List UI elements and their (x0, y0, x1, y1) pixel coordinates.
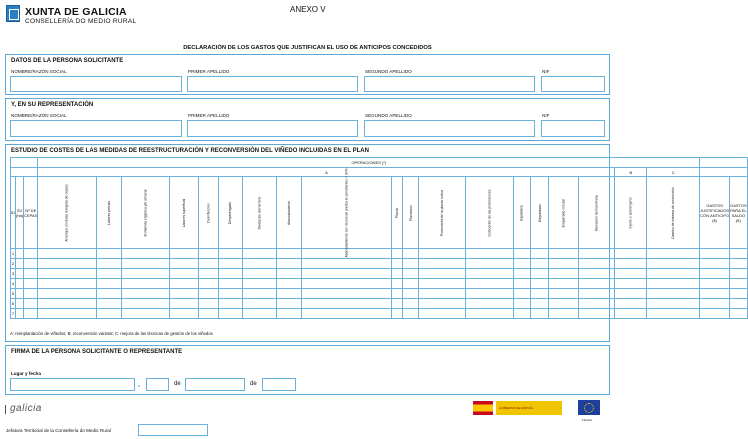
row-input-cell[interactable] (466, 289, 514, 299)
op-header-14 (514, 177, 530, 249)
costs-section (5, 144, 747, 342)
op-label: Cambio de sistema de conducción (671, 187, 676, 239)
op-header-12 (419, 177, 466, 249)
brand-department: CONSELLERÍA DO MEDIO RURAL (25, 18, 137, 25)
territorial-chief-field[interactable] (138, 424, 208, 436)
row-input-cell[interactable] (530, 309, 549, 319)
op-header-10 (391, 177, 402, 249)
row-input-cell[interactable] (402, 259, 419, 269)
territorial-chief-label: Jefatura Territorial de la Consellería do Medio Rural (6, 428, 111, 433)
row-input-cell[interactable] (242, 279, 276, 289)
row-input-cell[interactable] (514, 309, 530, 319)
row-input-cell[interactable] (647, 249, 700, 259)
row-input-cell[interactable] (121, 279, 169, 289)
row-input-cell[interactable] (530, 279, 549, 289)
row-input-cell[interactable] (16, 299, 24, 309)
row-input-cell[interactable] (647, 279, 700, 289)
row-input-cell[interactable] (391, 299, 402, 309)
row-input-cell[interactable] (730, 259, 748, 269)
row-input-cell[interactable] (530, 269, 549, 279)
row-id: 7 (11, 309, 16, 319)
group-a-header: A (38, 168, 615, 177)
row-input-cell[interactable] (38, 259, 96, 269)
row-input-cell[interactable] (96, 279, 121, 289)
op-label: Desinfección (206, 203, 211, 223)
row-input-cell[interactable] (24, 309, 38, 319)
row-input-cell[interactable] (700, 269, 730, 279)
applicant-surname1-field[interactable] (187, 76, 358, 92)
op-label: Enmienda orgánica y/o mineral (143, 189, 148, 237)
op-label: Empalizado (537, 204, 542, 222)
day-field[interactable] (146, 378, 169, 391)
row-input-cell[interactable] (301, 289, 391, 299)
op-header-4 (169, 177, 198, 249)
comma-separator: , (138, 381, 140, 388)
op-header-18 (615, 177, 647, 249)
row-input-cell[interactable] (242, 299, 276, 309)
costs-table (10, 157, 748, 319)
de-label-2: de (250, 381, 257, 387)
op-header-6 (219, 177, 242, 249)
row-input-cell[interactable] (514, 289, 530, 299)
applicant-nif-label: NIF (542, 69, 550, 74)
row-input-cell[interactable] (530, 299, 549, 309)
row-input-cell[interactable] (549, 289, 579, 299)
col-justified-header: GASTOS JUSTIFICADOS CON ANTICIPO (€) (700, 177, 730, 249)
row-input-cell[interactable] (219, 279, 242, 289)
row-input-cell[interactable] (615, 279, 647, 289)
header-blank (700, 168, 748, 177)
op-label: Planta (394, 208, 399, 218)
row-input-cell[interactable] (169, 279, 198, 289)
row-input-cell[interactable] (38, 299, 96, 309)
row-input-cell[interactable] (276, 259, 301, 269)
row-input-cell[interactable] (96, 309, 121, 319)
row-input-cell[interactable] (615, 289, 647, 299)
row-input-cell[interactable] (700, 299, 730, 309)
row-input-cell[interactable] (169, 299, 198, 309)
month-field[interactable] (185, 378, 245, 391)
applicant-surname1-label: PRIMER APELLIDO (188, 69, 230, 74)
row-input-cell[interactable] (730, 289, 748, 299)
row-input-cell[interactable] (419, 249, 466, 259)
signature-title: FIRMA DE LA PERSONA SOLICITANTE O REPRESENTANTE (11, 349, 183, 355)
row-input-cell[interactable] (419, 279, 466, 289)
costs-footnote: A: reimplantación de viñedos; B: reconversión varietal; C: mejora de las técnicas de gestión de los viñedos (10, 331, 213, 336)
row-input-cell[interactable] (466, 309, 514, 319)
row-input-cell[interactable] (301, 259, 391, 269)
row-input-cell[interactable] (466, 279, 514, 289)
row-input-cell[interactable] (24, 289, 38, 299)
op-label: Injerto o sobreinjerto (628, 197, 633, 229)
row-id: 5 (11, 289, 16, 299)
representative-nif-label: NIF (542, 113, 550, 118)
applicant-section (5, 54, 610, 95)
representative-nif-field[interactable] (541, 120, 605, 137)
row-input-cell[interactable] (199, 299, 219, 309)
row-input-cell[interactable] (16, 269, 24, 279)
applicant-name-label: NOMBRE/RAZÓN SOCIAL (11, 69, 67, 74)
row-input-cell[interactable] (24, 259, 38, 269)
row-input-cell[interactable] (301, 279, 391, 289)
row-input-cell[interactable] (169, 249, 198, 259)
row-input-cell[interactable] (514, 249, 530, 259)
row-input-cell[interactable] (199, 259, 219, 269)
row-input-cell[interactable] (530, 249, 549, 259)
row-input-cell[interactable] (615, 299, 647, 309)
op-label: Abancalamiento (286, 200, 291, 226)
row-input-cell[interactable] (219, 249, 242, 259)
row-input-cell[interactable] (402, 309, 419, 319)
document-title: DECLARACIÓN DE LOS GASTOS QUE JUSTIFICAN EL USO DE ANTICIPOS CONCEDIDOS (183, 45, 432, 51)
table-row (11, 309, 748, 319)
row-input-cell[interactable] (419, 299, 466, 309)
row-input-cell[interactable] (530, 259, 549, 269)
row-input-cell[interactable] (242, 289, 276, 299)
applicant-title: DATOS DE LA PERSONA SOLICITANTE (11, 58, 124, 64)
eu-flag-icon (578, 400, 600, 415)
row-input-cell[interactable] (16, 249, 24, 259)
op-label: Abancalamiento con muros de piedra en pendientes > 30% (344, 168, 349, 258)
row-input-cell[interactable] (242, 269, 276, 279)
year-field[interactable] (262, 378, 296, 391)
row-id: 3 (11, 269, 16, 279)
row-input-cell[interactable] (647, 259, 700, 269)
row-input-cell[interactable] (301, 269, 391, 279)
ministry-logo (496, 401, 562, 415)
row-input-cell[interactable] (219, 309, 242, 319)
op-header-7 (242, 177, 276, 249)
row-input-cell[interactable] (16, 259, 24, 269)
row-input-cell[interactable] (578, 289, 614, 299)
row-input-cell[interactable] (391, 309, 402, 319)
row-input-cell[interactable] (16, 289, 24, 299)
place-field[interactable] (10, 378, 135, 391)
table-row (11, 299, 748, 309)
de-label-1: de (174, 381, 181, 387)
op-header-16 (549, 177, 579, 249)
row-input-cell[interactable] (38, 279, 96, 289)
row-input-cell[interactable] (24, 279, 38, 289)
row-input-cell[interactable] (578, 309, 614, 319)
row-input-cell[interactable] (419, 309, 466, 319)
op-label: Emparrado circular (561, 198, 566, 228)
group-b-header: B (615, 168, 647, 177)
row-input-cell[interactable] (276, 289, 301, 299)
spain-flag-icon (473, 401, 493, 415)
header-blank (11, 168, 38, 177)
row-input-cell[interactable] (219, 269, 242, 279)
applicant-name-field[interactable] (10, 76, 182, 92)
row-input-cell[interactable] (121, 309, 169, 319)
row-input-cell[interactable] (242, 309, 276, 319)
representative-name-label: NOMBRE/RAZÓN SOCIAL (11, 113, 67, 118)
col-id-header: ID (11, 177, 16, 249)
row-input-cell[interactable] (24, 299, 38, 309)
header-blank (700, 158, 748, 168)
row-input-cell[interactable] (578, 269, 614, 279)
op-label: Nivelación del terreno (257, 196, 262, 230)
row-input-cell[interactable] (578, 259, 614, 269)
row-input-cell[interactable] (199, 269, 219, 279)
row-input-cell[interactable] (391, 259, 402, 269)
row-input-cell[interactable] (730, 309, 748, 319)
row-input-cell[interactable] (38, 309, 96, 319)
representative-name-field[interactable] (10, 120, 182, 137)
op-label: Colocación de las protecciones (487, 189, 492, 237)
representative-section (5, 98, 610, 141)
row-input-cell[interactable] (549, 309, 579, 319)
row-input-cell[interactable] (549, 269, 579, 279)
row-input-cell[interactable] (276, 269, 301, 279)
op-header-17 (578, 177, 614, 249)
row-input-cell[interactable] (169, 269, 198, 279)
row-input-cell[interactable] (647, 299, 700, 309)
row-input-cell[interactable] (96, 259, 121, 269)
row-input-cell[interactable] (730, 299, 748, 309)
representative-surname1-label: PRIMER APELLIDO (188, 113, 230, 118)
xunta-logo-icon (6, 5, 20, 22)
galicia-logo: galicia (10, 403, 42, 414)
op-label: Arranque (incluida recogida de cepas) (65, 184, 70, 242)
row-input-cell[interactable] (514, 279, 530, 289)
row-input-cell[interactable] (615, 249, 647, 259)
row-input-cell[interactable] (169, 309, 198, 319)
op-header-11 (402, 177, 419, 249)
row-input-cell[interactable] (276, 279, 301, 289)
op-header-15 (530, 177, 549, 249)
row-input-cell[interactable] (700, 279, 730, 289)
op-label: Elevación del tutor/vara (594, 195, 599, 231)
op-header-8 (276, 177, 301, 249)
annex-label: ANEXO V (290, 5, 326, 14)
place-date-label: Lugar y fecha (11, 371, 41, 376)
row-input-cell[interactable] (391, 289, 402, 299)
table-row (11, 269, 748, 279)
row-input-cell[interactable] (199, 279, 219, 289)
op-label: Labores previas (106, 200, 111, 226)
op-header-9 (301, 168, 391, 258)
row-input-cell[interactable] (219, 299, 242, 309)
row-input-cell[interactable] (38, 249, 96, 259)
row-input-cell[interactable] (466, 269, 514, 279)
row-input-cell[interactable] (402, 299, 419, 309)
representative-surname2-field[interactable] (364, 120, 535, 137)
row-input-cell[interactable] (402, 269, 419, 279)
brand-name: XUNTA DE GALICIA (25, 6, 127, 18)
table-row (11, 249, 748, 259)
row-input-cell[interactable] (199, 309, 219, 319)
row-input-cell[interactable] (615, 309, 647, 319)
row-input-cell[interactable] (121, 249, 169, 259)
row-id: 2 (11, 259, 16, 269)
row-input-cell[interactable] (514, 269, 530, 279)
row-input-cell[interactable] (647, 309, 700, 319)
row-input-cell[interactable] (199, 249, 219, 259)
op-header-2 (96, 177, 121, 249)
row-input-cell[interactable] (549, 249, 579, 259)
row-input-cell[interactable] (419, 289, 466, 299)
row-input-cell[interactable] (121, 269, 169, 279)
row-id: 1 (11, 249, 16, 259)
row-input-cell[interactable] (391, 279, 402, 289)
row-input-cell[interactable] (242, 259, 276, 269)
row-input-cell[interactable] (549, 299, 579, 309)
row-input-cell[interactable] (121, 299, 169, 309)
row-input-cell[interactable] (419, 259, 466, 269)
row-input-cell[interactable] (276, 309, 301, 319)
row-input-cell[interactable] (391, 269, 402, 279)
signature-section (5, 345, 610, 395)
row-input-cell[interactable] (402, 289, 419, 299)
row-id: 4 (11, 279, 16, 289)
row-input-cell[interactable] (700, 249, 730, 259)
row-input-cell[interactable] (219, 259, 242, 269)
row-input-cell[interactable] (391, 249, 402, 259)
row-input-cell[interactable] (578, 279, 614, 289)
row-input-cell[interactable] (96, 249, 121, 259)
row-input-cell[interactable] (276, 249, 301, 259)
row-input-cell[interactable] (647, 289, 700, 299)
col-cepas-header: Nº DE CEPAS (24, 177, 38, 249)
row-input-cell[interactable] (402, 279, 419, 289)
row-input-cell[interactable] (514, 259, 530, 269)
header-blank (11, 158, 38, 168)
row-input-cell[interactable] (38, 269, 96, 279)
representative-surname2-label: SEGUNDO APELLIDO (365, 113, 412, 118)
row-input-cell[interactable] (121, 259, 169, 269)
applicant-surname2-label: SEGUNDO APELLIDO (365, 69, 412, 74)
row-id: 6 (11, 299, 16, 309)
col-balance-header: GASTOS PARA EL SALDO (€) (730, 177, 748, 249)
row-input-cell[interactable] (730, 269, 748, 279)
row-input-cell[interactable] (96, 299, 121, 309)
row-input-cell[interactable] (700, 289, 730, 299)
row-input-cell[interactable] (169, 259, 198, 269)
op-label: Plantación (408, 205, 413, 221)
row-input-cell[interactable] (514, 299, 530, 309)
table-row (11, 259, 748, 269)
row-input-cell[interactable] (301, 309, 391, 319)
op-label: Protectores de la planta nueva (440, 190, 445, 236)
op-header-1 (38, 177, 96, 249)
row-input-cell[interactable] (615, 259, 647, 269)
op-label: Labores superficial (181, 198, 186, 228)
eu-fund-label: FEAGA (582, 418, 593, 422)
representative-surname1-field[interactable] (187, 120, 358, 137)
row-input-cell[interactable] (530, 289, 549, 299)
row-input-cell[interactable] (276, 299, 301, 309)
row-input-cell[interactable] (578, 249, 614, 259)
row-input-cell[interactable] (402, 249, 419, 259)
group-c-header: C (647, 168, 700, 177)
row-input-cell[interactable] (242, 249, 276, 259)
row-input-cell[interactable] (24, 269, 38, 279)
row-input-cell[interactable] (700, 259, 730, 269)
applicant-surname2-field[interactable] (364, 76, 535, 92)
table-row (11, 289, 748, 299)
row-input-cell[interactable] (38, 289, 96, 299)
row-input-cell[interactable] (466, 259, 514, 269)
op-header-3 (121, 177, 169, 249)
row-input-cell[interactable] (219, 289, 242, 299)
row-input-cell[interactable] (615, 269, 647, 279)
operations-header: OPERACIONES (*) (38, 158, 700, 168)
row-input-cell[interactable] (301, 299, 391, 309)
op-header-19 (647, 177, 700, 249)
representative-title: Y, EN SU REPRESENTACIÓN (11, 102, 94, 108)
row-input-cell[interactable] (549, 279, 579, 289)
row-input-cell[interactable] (700, 309, 730, 319)
row-input-cell[interactable] (16, 279, 24, 289)
row-input-cell[interactable] (96, 269, 121, 279)
costs-title: ESTUDIO DE COSTES DE LAS MEDIDAS DE REESTRUCTURACIÓN Y RECONVERSIÓN DEL VIÑEDO INCLUIDAS EN EL PLAN (11, 148, 369, 154)
row-input-cell[interactable] (647, 269, 700, 279)
row-input-cell[interactable] (96, 289, 121, 299)
row-input-cell[interactable] (24, 249, 38, 259)
row-input-cell[interactable] (121, 289, 169, 299)
row-input-cell[interactable] (16, 309, 24, 319)
op-label: Espaldera (519, 205, 524, 221)
ministry-label: GOBIERNO DE ESPAÑA (499, 406, 533, 410)
row-input-cell[interactable] (730, 279, 748, 289)
row-input-cell[interactable] (466, 299, 514, 309)
row-input-cell[interactable] (419, 269, 466, 279)
op-label: Despedregado (228, 201, 233, 225)
row-input-cell[interactable] (730, 249, 748, 259)
row-input-cell[interactable] (578, 299, 614, 309)
op-header-5 (199, 177, 219, 249)
table-row (11, 279, 748, 289)
row-input-cell[interactable] (466, 249, 514, 259)
applicant-nif-field[interactable] (541, 76, 605, 92)
row-input-cell[interactable] (169, 289, 198, 299)
col-sv-header: SV (ha) (16, 177, 24, 249)
op-header-13 (466, 177, 514, 249)
row-input-cell[interactable] (199, 289, 219, 299)
row-input-cell[interactable] (549, 259, 579, 269)
